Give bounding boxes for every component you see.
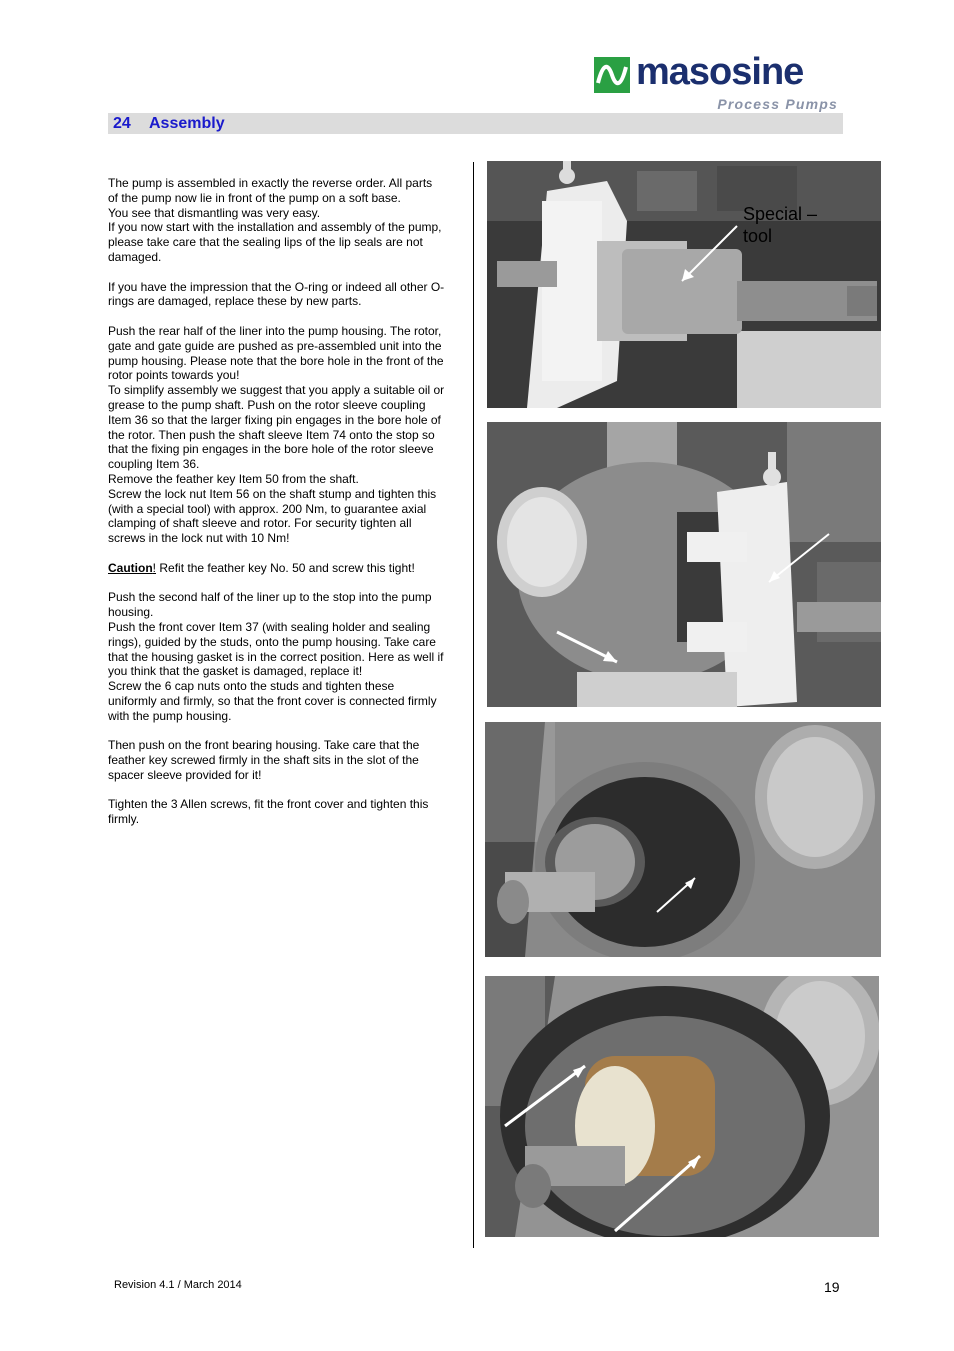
photo-pump-housing [487,422,881,707]
caution-text: Refit the feather key No. 50 and screw this tight! [156,560,415,575]
instructions-text [108,176,470,842]
text-line: that the fixing pin engages in the bore hole of the rotor sleeve [108,442,434,457]
photo-rotor [485,976,879,1237]
caution-excl: ! [152,560,157,575]
text-line: firmly. [108,812,140,827]
paragraph [108,324,470,546]
special-tool-annotation [743,203,817,247]
annotation-line: Special – [743,204,818,224]
text-line: Remove the feather key Item 50 from the shaft. [108,471,359,486]
revision-note: Revision 4.1 / March 2014 [114,1279,242,1291]
text-line: Screw the lock nut Item 56 on the shaft stump and tighten this [108,486,437,501]
text-line: clamping of shaft sleeve and rotor. For security tighten all [108,516,412,531]
text-line: Push the rear half of the liner into the pump housing. The rotor, [108,323,442,338]
paragraph [108,738,470,782]
text-line: Item 36 so that the larger fixing pin engages in the bore hole of [108,412,441,427]
text-line: that the housing gasket is in the correct position. Here as well if [108,649,444,664]
text-line: grease to the pump shaft. Push on the rotor sleeve coupling [108,397,426,412]
company-logo [594,51,844,115]
text-line: housing. [108,605,154,620]
text-line: rings are damaged, replace these by new parts. [108,294,362,309]
text-line: the rotor. Then push the shaft sleeve Item 74 onto the stop so [108,427,435,442]
section-number: 24 [113,115,131,132]
text-line: of the pump now lie in front of the pump on a soft base. [108,190,401,205]
text-line: pump housing. Please note that the bore hole in the front of the [108,353,444,368]
text-line: Push the front cover Item 37 (with sealing holder and sealing [108,619,431,634]
text-line: spacer sleeve provided for it! [108,767,262,782]
text-line: Push the second half of the liner up to the stop into the pump [108,590,432,605]
text-line: If you have the impression that the O-ring or indeed all other O- [108,279,445,294]
caution-label: Caution [108,560,153,575]
paragraph [108,280,470,310]
text-line: rotor points towards you! [108,368,240,383]
logo-tagline: Process Pumps [717,96,838,112]
text-line: To simplify assembly we suggest that you apply a suitable oil or [108,383,445,398]
text-line: screws in the lock nut with 10 Nm! [108,531,290,546]
annotation-line: tool [743,226,773,246]
paragraph [108,176,470,265]
photo-special-tool [487,161,881,408]
text-line: The pump is assembled in exactly the reverse order. All parts [108,176,433,190]
paragraph [108,590,470,723]
text-line: with the pump housing. [108,708,232,723]
section-title: Assembly [149,115,225,132]
photo-liner [485,722,881,957]
text-line: rings), guided by the studs, onto the pump housing. Take care [108,634,436,649]
text-line: damaged. [108,249,162,264]
text-line: you think that the gasket is damaged, replace it! [108,664,363,679]
text-line: gate and gate guide are pushed as pre-assembled unit into the [108,338,442,353]
text-line: feather key screwed firmly in the shaft sits in the slot of the [108,753,419,768]
text-line: (with a special tool) with approx. 200 Nm, to guarantee axial [108,501,427,516]
text-line: coupling Item 36. [108,457,200,472]
text-line: If you now start with the installation and assembly of the pump, [108,220,442,235]
text-line: Screw the 6 cap nuts onto the studs and tighten these [108,679,395,694]
wave-logo-icon [594,57,630,93]
text-line: uniformly and firmly, so that the front cover is connected firmly [108,693,437,708]
text-line: Tighten the 3 Allen screws, fit the front cover and tighten this [108,797,429,812]
caution-note [108,561,470,576]
text-line: please take care that the sealing lips of the lip seals are not [108,235,423,250]
text-line: Then push on the front bearing housing. Take care that the [108,738,420,753]
text-line: You see that dismantling was very easy. [108,205,321,220]
logo-name: masosine [636,51,804,93]
paragraph [108,797,470,827]
column-divider [473,162,474,1248]
page-number: 19 [824,1279,840,1295]
